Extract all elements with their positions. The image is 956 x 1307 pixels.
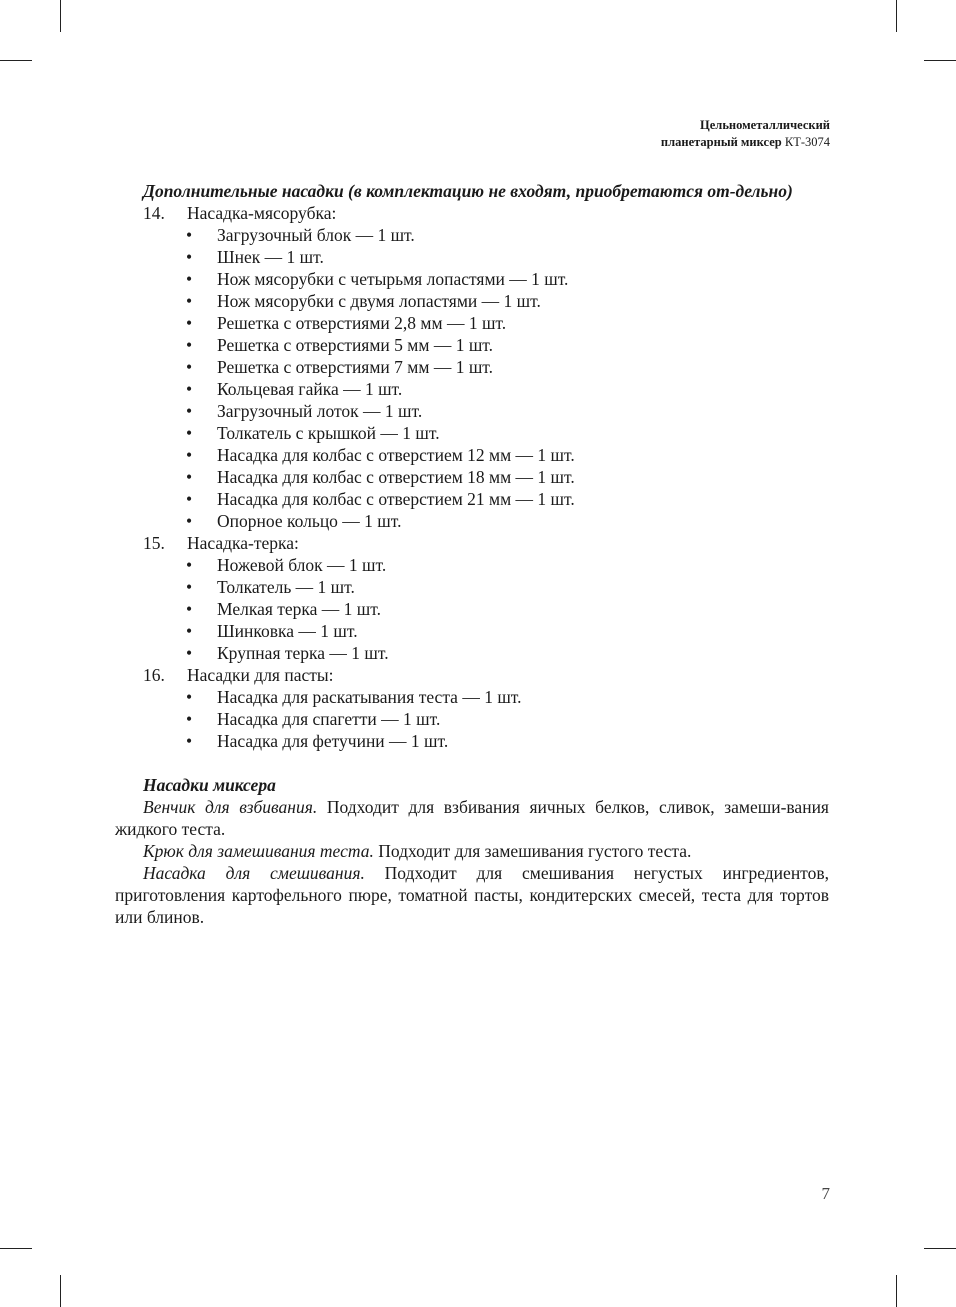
list-item-text: Насадка для раскатывания теста — 1 шт. (217, 687, 522, 707)
bullet-icon: • (186, 687, 193, 707)
mixer-attachments-list (115, 796, 829, 928)
list-item (186, 642, 829, 664)
list-item (186, 356, 829, 378)
list-item-text: Кольцевая гайка — 1 шт. (217, 379, 403, 399)
attachment-term: Крюк для замешивания теста. (143, 841, 374, 861)
attachment-description: Подходит для взбивания яичных белков, сливок, замеши-вания жидкого теста. (115, 797, 829, 839)
bullet-icon: • (186, 643, 193, 663)
bullet-icon: • (186, 423, 193, 443)
bullet-icon: • (186, 401, 193, 421)
crop-mark (924, 60, 956, 61)
list-item-text: Загрузочный лоток — 1 шт. (217, 401, 423, 421)
bullet-icon: • (186, 225, 193, 245)
list-item-text: Мелкая терка — 1 шт. (217, 599, 381, 619)
list-item (186, 378, 829, 400)
attachment-paragraph (115, 840, 829, 862)
list-group-heading (143, 532, 829, 554)
bullet-icon: • (186, 577, 193, 597)
list-item-text: Насадка для спагетти — 1 шт. (217, 709, 441, 729)
list-item (186, 334, 829, 356)
list-item-text: Решетка с отверстиями 5 мм — 1 шт. (217, 335, 494, 355)
list-item (186, 290, 829, 312)
crop-mark (896, 0, 897, 32)
list-item (186, 400, 829, 422)
bullet-icon: • (186, 269, 193, 289)
list-item (186, 268, 829, 290)
bullet-icon: • (186, 379, 193, 399)
list-item-text: Насадка для колбас с отверстием 12 мм — 1 шт. (217, 445, 575, 465)
list-item-text: Насадка для колбас с отверстием 18 мм — 1 шт. (217, 467, 575, 487)
crop-mark (60, 1275, 61, 1307)
list-item-text: Опорное кольцо — 1 шт. (217, 511, 402, 531)
list-item-text: Загрузочный блок — 1 шт. (217, 225, 415, 245)
list-item (186, 246, 829, 268)
page-content (115, 180, 829, 928)
bullet-icon: • (186, 335, 193, 355)
list-item-text: Шинковка — 1 шт. (217, 621, 358, 641)
list-item (186, 510, 829, 532)
bullet-icon: • (186, 599, 193, 619)
list-group-heading (143, 202, 829, 224)
list-item (186, 422, 829, 444)
list-item (186, 466, 829, 488)
bullet-icon: • (186, 621, 193, 641)
crop-mark (896, 1275, 897, 1307)
bullet-icon: • (186, 357, 193, 377)
crop-mark (0, 60, 32, 61)
list-group-label: Насадка-терка: (187, 533, 299, 553)
page-number: 7 (821, 1184, 830, 1203)
list-item-text: Решетка с отверстиями 2,8 мм — 1 шт. (217, 313, 507, 333)
bullet-icon: • (186, 247, 193, 267)
list-item-text: Решетка с отверстиями 7 мм — 1 шт. (217, 357, 494, 377)
mixer-attachments-title: Насадки миксера (143, 775, 276, 795)
list-item (186, 598, 829, 620)
bullet-icon: • (186, 511, 193, 531)
bullet-icon: • (186, 467, 193, 487)
bullet-icon: • (186, 555, 193, 575)
list-group-heading (143, 664, 829, 686)
list-group-number: 16. (143, 665, 165, 685)
bullet-icon: • (186, 313, 193, 333)
attachment-description: Подходит для смешивания негустых ингредиентов, приготовления картофельного пюре, томатной пасты, кондитерских смесей, теста для тортов или блинов. (115, 863, 829, 927)
list-group-number: 14. (143, 203, 165, 223)
list-group-number: 15. (143, 533, 165, 553)
accessory-groups (115, 202, 829, 752)
header-line-1: Цельнометаллический (700, 118, 830, 132)
list-item (186, 730, 829, 752)
list-item (186, 576, 829, 598)
list-item-text: Толкатель с крышкой — 1 шт. (217, 423, 440, 443)
running-header (661, 117, 830, 151)
list-item-text: Нож мясорубки с двумя лопастями — 1 шт. (217, 291, 541, 311)
bullet-icon: • (186, 291, 193, 311)
section-title: Дополнительные насадки (в комплектацию не входят, приобретаются от-дельно) (143, 181, 793, 201)
list-item-text: Ножевой блок — 1 шт. (217, 555, 387, 575)
bullet-icon: • (186, 709, 193, 729)
list-item-text: Толкатель — 1 шт. (217, 577, 355, 597)
attachment-description: Подходит для замешивания густого теста. (373, 841, 692, 861)
attachment-term: Насадка для смешивания. (143, 863, 365, 883)
list-item (186, 686, 829, 708)
crop-mark (60, 0, 61, 32)
list-item-text: Насадка для колбас с отверстием 21 мм — 1 шт. (217, 489, 575, 509)
crop-mark (924, 1248, 956, 1249)
list-item-text: Насадка для фетучини — 1 шт. (217, 731, 449, 751)
attachment-paragraph (115, 796, 829, 840)
header-product: планетарный миксер (660, 135, 782, 149)
bullet-icon: • (186, 731, 193, 751)
list-item (186, 312, 829, 334)
crop-mark (0, 1248, 32, 1249)
list-item-text: Крупная терка — 1 шт. (217, 643, 389, 663)
bullet-icon: • (186, 489, 193, 509)
attachment-term: Венчик для взбивания. (143, 797, 318, 817)
list-item (186, 224, 829, 246)
bullet-icon: • (186, 445, 193, 465)
list-item-text: Шнек — 1 шт. (217, 247, 324, 267)
list-item (186, 488, 829, 510)
list-item (186, 708, 829, 730)
list-item (186, 554, 829, 576)
header-model: КТ-3074 (784, 135, 830, 149)
list-item (186, 620, 829, 642)
list-item-text: Нож мясорубки с четырьмя лопастями — 1 шт. (217, 269, 569, 289)
list-item (186, 444, 829, 466)
list-group-label: Насадка-мясорубка: (187, 203, 337, 223)
attachment-paragraph (115, 862, 829, 928)
list-group-label: Насадки для пасты: (187, 665, 334, 685)
